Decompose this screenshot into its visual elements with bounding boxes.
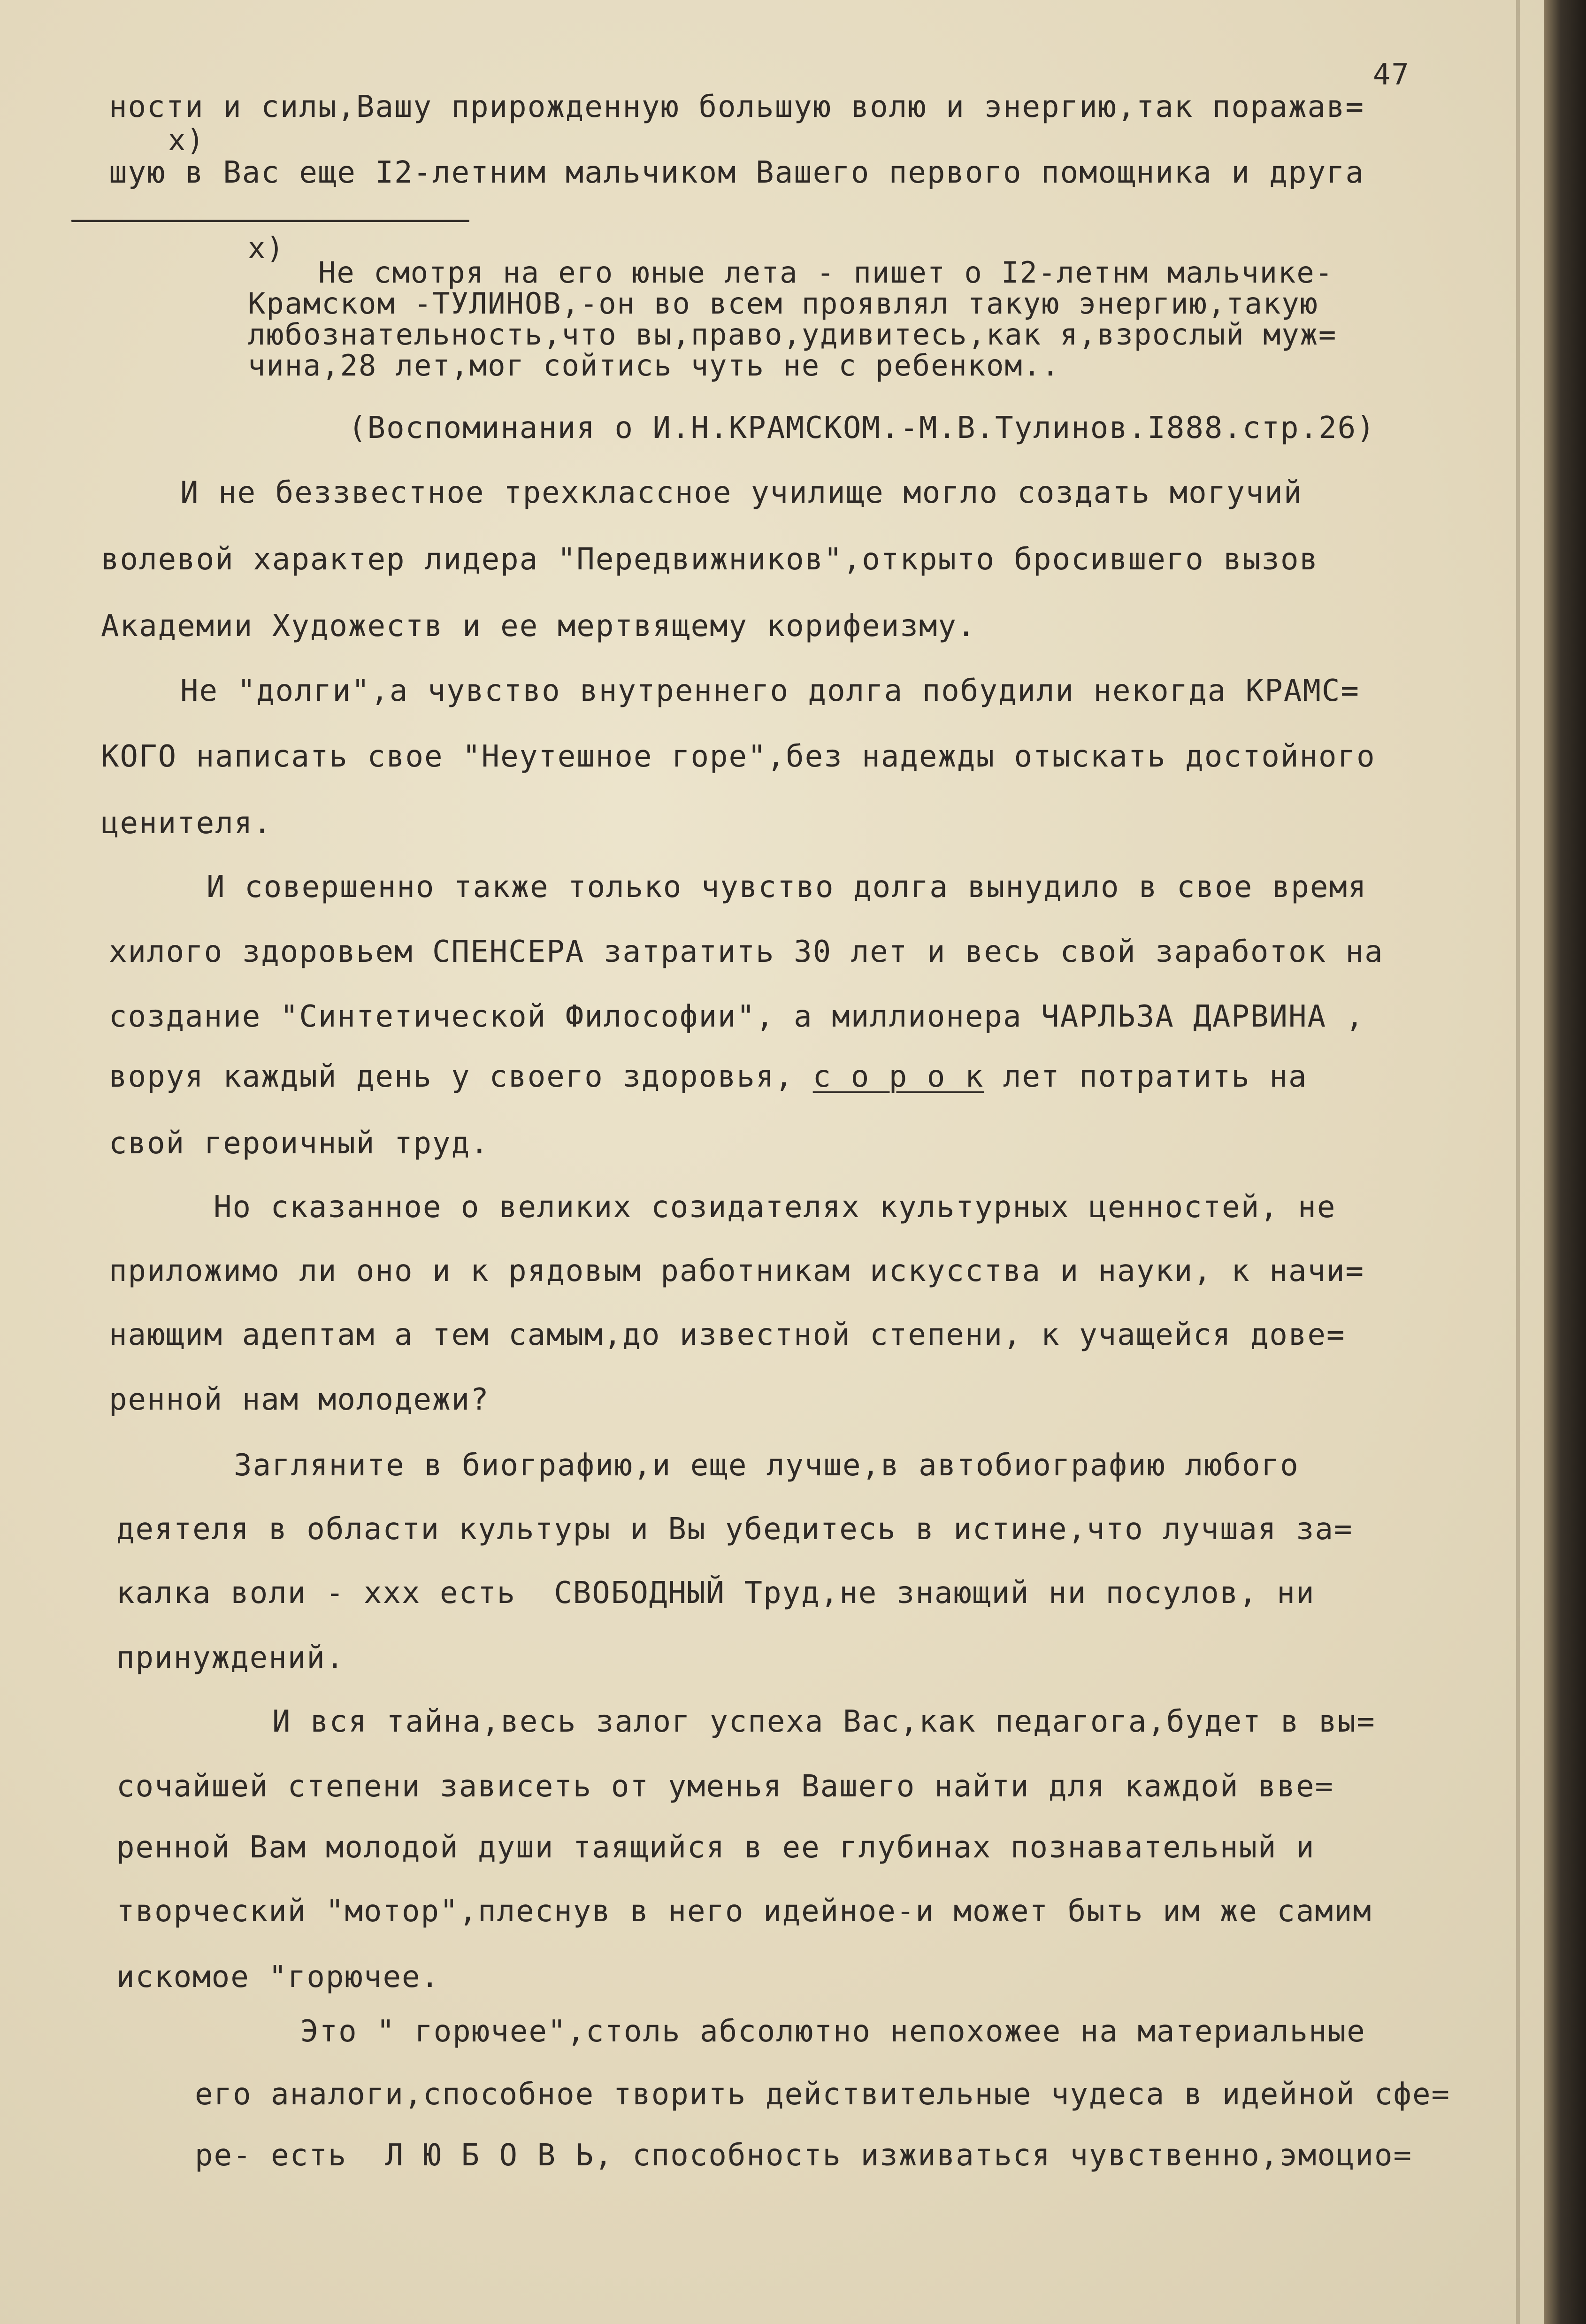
quote-line: чина,28 лет,мог сойтись чуть не с ребенком..: [248, 348, 1060, 383]
text-line: сочайшей степени зависеть от уменья Вашего найти для каждой вве=: [116, 1769, 1334, 1804]
text-line: творческий "мотор",плеснув в него идейное-и может быть им же самим: [116, 1894, 1372, 1929]
text-line: ренной нам молодежи?: [109, 1382, 490, 1417]
quote-line: любознательность,что вы,право,удивитесь,как я,взрослый муж=: [248, 317, 1337, 352]
binding-edge: [1544, 0, 1586, 2324]
quote-line: Крамском -ТУЛИНОВ,-он во всем проявлял такую энергию,такую: [248, 286, 1318, 321]
text-line: И не беззвестное трехклассное училище могло создать могучий: [180, 476, 1303, 510]
page-number: 47: [1373, 57, 1410, 92]
text-line: [109, 1059, 1308, 1094]
page-fold-shadow: [1516, 0, 1520, 2324]
text-line: калка воли - ххх есть СВОБОДНЫЙ Труд,не знающий ни посулов, ни: [116, 1576, 1315, 1611]
text-line: ренной Вам молодой души таящийся в ее глубинах познавательный и: [116, 1830, 1315, 1865]
citation: (Воспоминания о И.Н.КРАМСКОМ.-М.В.Тулинов.I888.стр.26): [348, 411, 1376, 445]
text-line: И совершенно также только чувство долга вынудило в свое время: [207, 870, 1367, 905]
text-line: Загляните в биографию,и еще лучше,в автобиографию любого: [234, 1448, 1299, 1483]
text-line: Но сказанное о великих созидателях культурных ценностей, не: [214, 1190, 1336, 1225]
text-line: свой героичный труд.: [109, 1126, 490, 1161]
text-line: ре- есть Л Ю Б О В Ь, способность изживаться чувственно,эмоцио=: [195, 2138, 1412, 2173]
text-line: Академии Художеств и ее мертвящему корифеизму.: [101, 609, 976, 644]
text-line: ности и силы,Вашу прирожденную большую волю и энергию,так поражав=: [109, 90, 1365, 124]
text-line: шую в Вас еще I2-летним мальчиком Вашего первого помощника и друга: [109, 155, 1365, 190]
text-line: принуждений.: [116, 1641, 345, 1675]
text-line: КОГО написать свое "Неутешное горе",без надежды отыскать достойного: [101, 739, 1376, 774]
text-line: приложимо ли оно и к рядовым работникам искусства и науки, к начи=: [109, 1254, 1365, 1289]
text-segment: воруя каждый день у своего здоровья,: [109, 1059, 813, 1094]
text-line: Не "долги",а чувство внутреннего долга побудили некогда КРАМС=: [180, 674, 1360, 708]
footnote-rule: [71, 220, 469, 222]
text-line: его аналоги,способное творить действительные чудеса в идейной сфе=: [195, 2077, 1451, 2112]
text-line: волевой характер лидера "Передвижников",открыто бросившего вызов: [101, 542, 1318, 577]
text-segment: лет потратить на: [984, 1059, 1308, 1094]
underlined-word: с о р о к: [812, 1059, 984, 1094]
text-line: деятеля в области культуры и Вы убедитесь в истине,что лучшая за=: [116, 1512, 1353, 1547]
text-line: хилого здоровьем СПЕНСЕРА затратить 30 лет и весь свой заработок на: [109, 935, 1384, 969]
text-line: нающим адептам а тем самым,до известной степени, к учащейся дове=: [109, 1318, 1346, 1352]
text-line: И вся тайна,весь залог успеха Вас,как педагога,будет в вы=: [272, 1704, 1376, 1739]
footnote-marker: х): [248, 231, 285, 265]
footnote-marker: х): [168, 123, 205, 157]
text-line: Это " горючее",столь абсолютно непохожее на материальные: [300, 2014, 1366, 2049]
text-line: искомое "горючее.: [116, 1960, 440, 1994]
text-line: создание "Синтетической Философии", а миллионера ЧАРЛЬЗА ДАРВИНА ,: [109, 999, 1365, 1034]
text-line: ценителя.: [101, 806, 272, 841]
quote-line: Не смотря на его юные лета - пишет о I2-летнм мальчике-: [318, 255, 1333, 290]
